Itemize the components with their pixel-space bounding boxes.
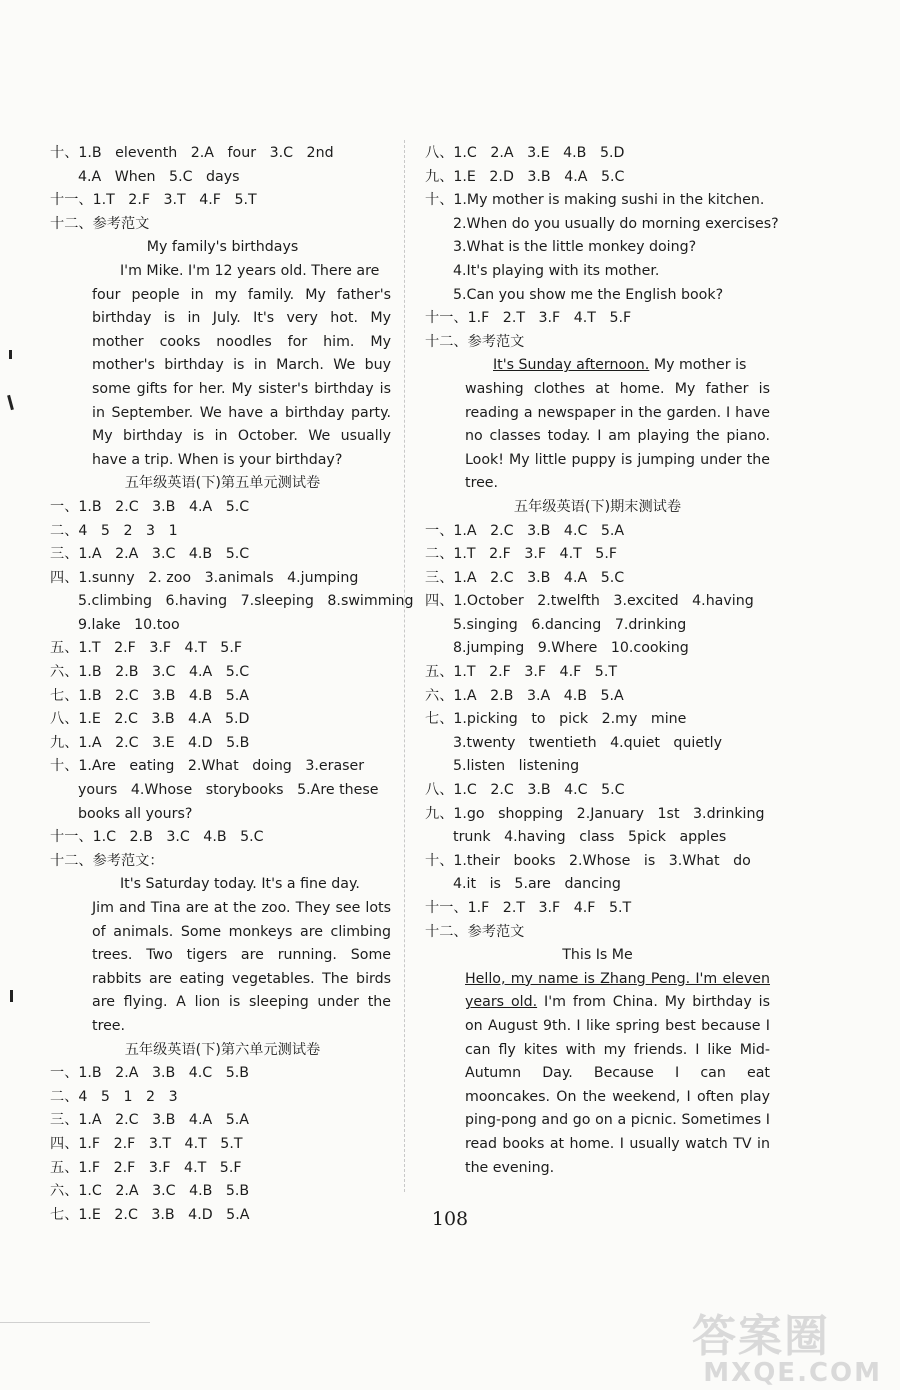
answer-line: 5.Can you show me the English book? bbox=[453, 286, 724, 303]
answer-line: 二、1.T 2.F 3.F 4.T 5.F bbox=[425, 546, 617, 563]
answer-line: 九、1.go shopping 2.January 1st 3.drinking bbox=[425, 805, 765, 822]
page-number: 108 bbox=[431, 1208, 469, 1230]
answer-line: 八、1.E 2.C 3.B 4.A 5.D bbox=[50, 711, 250, 728]
underlined-phrase: Hello, my name is Zhang Peng. I'm eleven years old. bbox=[465, 970, 770, 1011]
essay-title: My family's birthdays bbox=[146, 239, 299, 256]
footer-rule bbox=[0, 1322, 150, 1323]
answer-line: 3.twenty twentieth 4.quiet quietly bbox=[453, 734, 722, 751]
answer-line: 九、1.A 2.C 3.E 4.D 5.B bbox=[50, 734, 250, 751]
answer-line: 二、4 5 2 3 1 bbox=[50, 522, 178, 539]
answer-line: 一、1.B 2.C 3.B 4.A 5.C bbox=[50, 498, 250, 515]
answer-line: 一、1.B 2.A 3.B 4.C 5.B bbox=[50, 1065, 249, 1082]
left-column bbox=[50, 142, 414, 1227]
answer-line: 六、1.C 2.A 3.C 4.B 5.B bbox=[50, 1183, 250, 1200]
essay-first-line: I'm Mike. I'm 12 years old. There are bbox=[120, 262, 380, 279]
essay-paragraph bbox=[425, 354, 770, 496]
answer-line: 七、1.E 2.C 3.B 4.D 5.A bbox=[50, 1206, 250, 1223]
answer-line: 八、1.C 2.A 3.E 4.B 5.D bbox=[425, 145, 625, 161]
answer-line: 七、1.B 2.C 3.B 4.B 5.A bbox=[50, 687, 249, 704]
answer-line: 十、1.their books 2.Whose is 3.What do bbox=[425, 852, 751, 869]
answer-line: 5.listen listening bbox=[453, 758, 580, 775]
answer-line: 4.A When 5.C days bbox=[78, 168, 240, 185]
essay-first-line bbox=[465, 354, 770, 378]
section-label: 十二、参考范文： bbox=[50, 852, 164, 869]
answer-line: 五、1.F 2.F 3.F 4.T 5.F bbox=[50, 1159, 242, 1176]
answer-line: yours 4.Whose storybooks 5.Are these bbox=[78, 782, 379, 799]
answer-line: 三、1.A 2.C 3.B 4.A 5.C bbox=[425, 569, 625, 586]
answer-line: 一、1.A 2.C 3.B 4.C 5.A bbox=[425, 522, 625, 539]
underlined-phrase: It's Sunday afternoon. bbox=[493, 357, 650, 374]
test-title: 五年级英语(下)期末测试卷 bbox=[513, 498, 682, 515]
scan-mark bbox=[7, 395, 14, 410]
answer-line: 十一、1.C 2.B 3.C 4.B 5.C bbox=[50, 829, 264, 846]
answer-line: 十、1.Are eating 2.What doing 3.eraser bbox=[50, 758, 365, 775]
answer-line: 五、1.T 2.F 3.F 4.F 5.T bbox=[425, 664, 617, 681]
answer-line: 十一、1.T 2.F 3.T 4.F 5.T bbox=[50, 192, 257, 209]
answer-line: 四、1.sunny 2. zoo 3.animals 4.jumping bbox=[50, 569, 359, 586]
section-label: 十二、参考范文 bbox=[50, 215, 150, 232]
answer-line: 三、1.A 2.C 3.B 4.A 5.A bbox=[50, 1112, 249, 1129]
scan-mark bbox=[10, 990, 13, 1002]
essay-body: Jim and Tina are at the zoo. They see lots of animals. Some monkeys are climbing trees. Two tigers are running. Some rabbits are eating vegetables. The birds are flying. A lion is sleeping under the tree. bbox=[92, 900, 391, 1034]
answer-line: 9.lake 10.too bbox=[78, 616, 180, 633]
essay-first-line: It's Saturday today. It's a fine day. bbox=[120, 876, 360, 893]
section-label: 十二、参考范文 bbox=[425, 333, 525, 350]
answer-line: 九、1.E 2.D 3.B 4.A 5.C bbox=[425, 168, 625, 185]
watermark-logo bbox=[692, 1300, 882, 1388]
answer-line: 4.It's playing with its mother. bbox=[453, 262, 660, 279]
answer-line: 八、1.C 2.C 3.B 4.C 5.C bbox=[425, 782, 625, 799]
answer-line: 十、1.B eleventh 2.A four 3.C 2nd bbox=[50, 145, 334, 161]
essay-paragraph bbox=[50, 873, 395, 1038]
answer-line: 5.climbing 6.having 7.sleeping 8.swimming bbox=[78, 593, 414, 610]
answer-line: 3.What is the little monkey doing? bbox=[453, 239, 697, 256]
essay-title: This Is Me bbox=[562, 947, 633, 964]
test-title: 五年级英语(下)第六单元测试卷 bbox=[124, 1041, 321, 1058]
answer-line: 8.jumping 9.Where 10.cooking bbox=[453, 640, 689, 657]
answer-line: 2.When do you usually do morning exercises? bbox=[453, 215, 779, 232]
test-title: 五年级英语(下)第五单元测试卷 bbox=[124, 475, 321, 492]
scan-mark bbox=[9, 350, 12, 359]
answer-line: 三、1.A 2.A 3.C 4.B 5.C bbox=[50, 546, 250, 563]
essay-first-line-rest: My mother is bbox=[649, 357, 747, 374]
answer-line: 四、1.F 2.F 3.T 4.T 5.T bbox=[50, 1135, 243, 1152]
answer-line: 十一、1.F 2.T 3.F 4.F 5.T bbox=[425, 900, 632, 916]
answer-line: 七、1.picking to pick 2.my mine bbox=[425, 711, 687, 728]
answer-line: 六、1.A 2.B 3.A 4.B 5.A bbox=[425, 687, 624, 704]
answer-line: 十、1.My mother is making sushi in the kitchen. bbox=[425, 192, 765, 209]
essay-body: four people in my family. My father's birthday is in July. It's very hot. My mother cooks noodles for him. My mother's birthday is in March. We buy some gifts for her. My sister's birthday is in September. We have a birthday party. My birthday is in October. We usually have a trip. When is your birthday? bbox=[92, 286, 391, 468]
essay-paragraph bbox=[50, 260, 395, 472]
answer-line: 五、1.T 2.F 3.F 4.T 5.F bbox=[50, 640, 242, 657]
watermark-en: MXQE.COM bbox=[703, 1358, 882, 1388]
answer-line: books all yours? bbox=[78, 805, 193, 822]
answer-line: 四、1.October 2.twelfth 3.excited 4.having bbox=[425, 593, 754, 610]
answer-line: trunk 4.having class 5pick apples bbox=[453, 829, 727, 846]
section-label: 十二、参考范文 bbox=[425, 923, 525, 940]
right-column bbox=[425, 142, 779, 1180]
answer-line: 二、4 5 1 2 3 bbox=[50, 1088, 178, 1105]
essay-body: I'm from China. My birthday is on August 9th. I like spring best because I can fly kites with my friends. I like Mid-Autumn Day. Because I can eat mooncakes. On the weekend, I often play ping-pong and go on a picnic. Sometimes I read books at home. I usually watch TV in the evening. bbox=[465, 994, 770, 1176]
essay-paragraph bbox=[425, 968, 770, 1180]
answer-line: 4.it is 5.are dancing bbox=[453, 876, 621, 893]
column-divider bbox=[404, 140, 405, 1192]
answer-line: 5.singing 6.dancing 7.drinking bbox=[453, 616, 687, 633]
essay-body: washing clothes at home. My father is reading a newspaper in the garden. I have no classes today. I am playing the piano. Look! My little puppy is jumping under the tree. bbox=[465, 380, 770, 492]
answer-line: 六、1.B 2.B 3.C 4.A 5.C bbox=[50, 664, 250, 681]
answer-line: 十一、1.F 2.T 3.F 4.T 5.F bbox=[425, 310, 632, 327]
watermark-cn: 答案圈 bbox=[692, 1311, 830, 1362]
